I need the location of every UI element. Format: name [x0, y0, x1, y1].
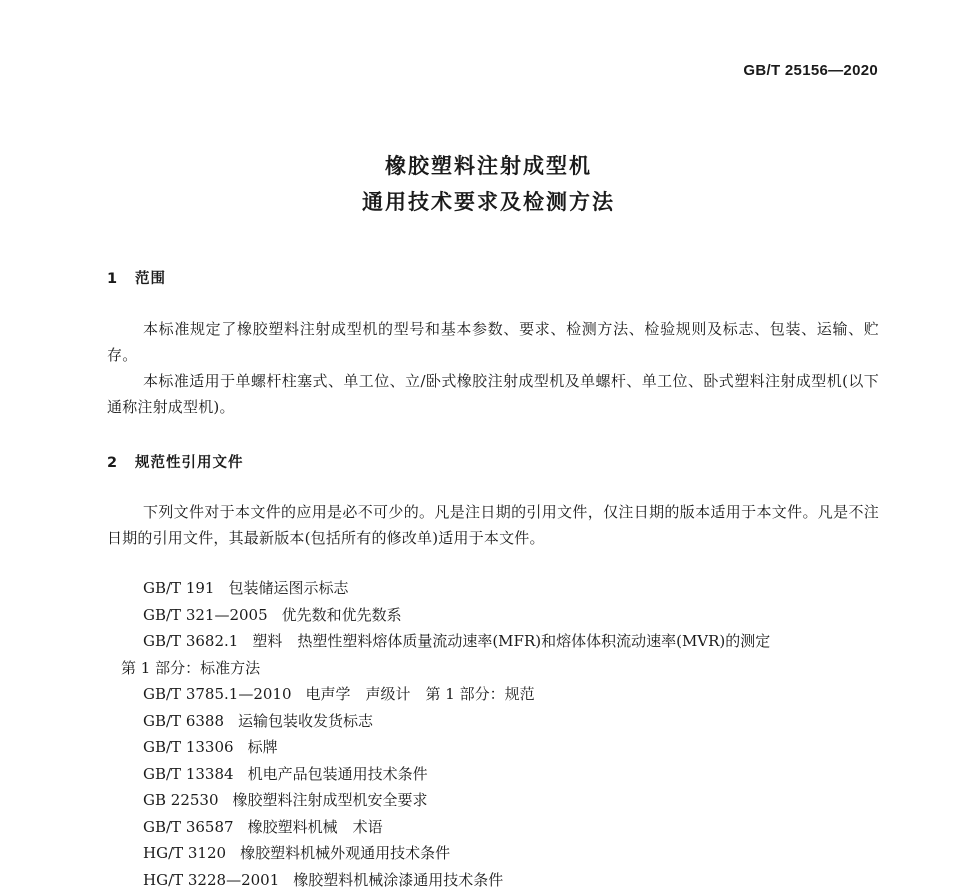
reference-item — [107, 867, 879, 893]
reference-code: GB/T 3785.1—2010 — [143, 685, 292, 703]
reference-item — [107, 814, 879, 841]
reference-title-continuation: 第 1 部分：标准方法 — [121, 655, 879, 682]
reference-item — [107, 575, 879, 602]
reference-title: 机电产品包装通用技术条件 — [248, 765, 428, 783]
section-title: 规范性引用文件 — [135, 455, 244, 471]
section-2-heading — [107, 451, 244, 472]
normative-references-list — [107, 575, 879, 893]
reference-title: 橡胶塑料机械涂漆通用技术条件 — [293, 871, 503, 889]
reference-item — [107, 840, 879, 867]
reference-item — [107, 681, 879, 708]
reference-title: 标牌 — [248, 738, 278, 756]
section-2-paragraph-1: 下列文件对于本文件的应用是必不可少的。凡是注日期的引用文件，仅注日期的版本适用于本文件。凡是不注日期的引用文件，其最新版本(包括所有的修改单)适用于本文件。 — [107, 499, 879, 551]
section-1-paragraph-2: 本标准适用于单螺杆柱塞式、单工位、立/卧式橡胶注射成型机及单螺杆、单工位、卧式塑料注射成型机(以下通称注射成型机)。 — [107, 368, 879, 420]
reference-title: 电声学 声级计 第 1 部分：规范 — [306, 685, 535, 703]
section-1-paragraph-1: 本标准规定了橡胶塑料注射成型机的型号和基本参数、要求、检测方法、检验规则及标志、包装、运输、贮存。 — [107, 316, 879, 368]
reference-item — [107, 602, 879, 629]
section-1-heading — [107, 267, 166, 288]
reference-code: GB/T 6388 — [143, 712, 224, 730]
reference-code: HG/T 3228—2001 — [143, 871, 279, 889]
section-number: 1 — [107, 271, 135, 287]
reference-title: 橡胶塑料机械 术语 — [248, 818, 383, 836]
standard-code: GB/T 25156—2020 — [743, 62, 878, 79]
document-title — [0, 148, 977, 220]
reference-code: GB/T 3682.1 — [143, 632, 238, 650]
reference-title: 包装储运图示标志 — [228, 579, 348, 597]
reference-code: HG/T 3120 — [143, 844, 226, 862]
section-title: 范围 — [135, 271, 166, 287]
reference-code: GB/T 13306 — [143, 738, 234, 756]
reference-title: 橡胶塑料机械外观通用技术条件 — [240, 844, 450, 862]
reference-code: GB 22530 — [143, 791, 219, 809]
reference-item — [107, 734, 879, 761]
reference-item — [107, 628, 879, 681]
reference-code: GB/T 13384 — [143, 765, 234, 783]
title-line-1: 橡胶塑料注射成型机 — [0, 148, 977, 184]
reference-item — [107, 761, 879, 788]
reference-code: GB/T 321—2005 — [143, 606, 268, 624]
title-line-2: 通用技术要求及检测方法 — [0, 184, 977, 220]
reference-code: GB/T 191 — [143, 579, 214, 597]
reference-title: 优先数和优先数系 — [282, 606, 402, 624]
reference-code: GB/T 36587 — [143, 818, 234, 836]
reference-item — [107, 787, 879, 814]
reference-title: 橡胶塑料注射成型机安全要求 — [233, 791, 428, 809]
reference-item — [107, 708, 879, 735]
reference-title: 运输包装收发货标志 — [238, 712, 373, 730]
reference-title: 塑料 热塑性塑料熔体质量流动速率(MFR)和熔体体积流动速率(MVR)的测定 — [252, 632, 770, 650]
section-number: 2 — [107, 455, 135, 471]
